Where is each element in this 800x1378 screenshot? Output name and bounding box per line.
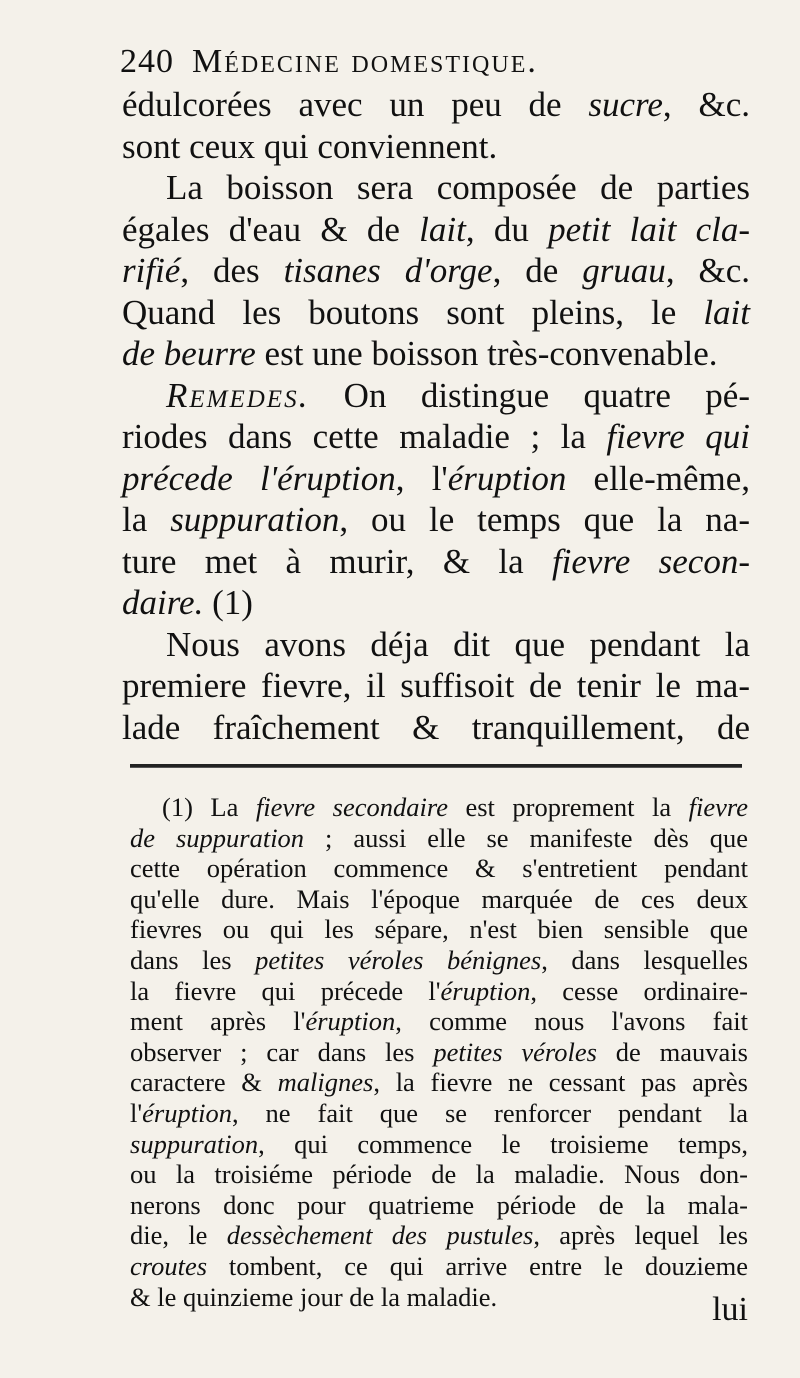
footnote-text-run: fievres ou qui les sépare, n'est bien sensible que bbox=[130, 914, 748, 945]
footnote-text-run: , cesse ordinaire- bbox=[530, 975, 748, 1006]
body-line bbox=[122, 499, 750, 541]
footnote-text-run: tombent, ce qui arrive entre le douzieme bbox=[207, 1250, 748, 1281]
body-text-run: égales d'eau & de bbox=[122, 209, 420, 249]
footnote-line bbox=[130, 914, 748, 945]
body-text-run: elle-même, bbox=[566, 458, 750, 498]
footnote-line bbox=[130, 1190, 748, 1221]
footnote-text-run: éruption bbox=[305, 1006, 396, 1037]
body-text-run: premiere fievre, il suffisoit de tenir le ma- bbox=[122, 666, 750, 705]
footnote bbox=[130, 792, 748, 1312]
footnote-text-run: dessèchement des pustules bbox=[226, 1220, 534, 1251]
footnote-text-run: de mauvais bbox=[596, 1036, 748, 1067]
body-line bbox=[122, 375, 750, 417]
body-text-run: , &c. bbox=[662, 85, 750, 124]
footnote-line bbox=[130, 1067, 748, 1098]
body-text-run: de beurre bbox=[122, 334, 256, 373]
footnote-text-run: , comme nous l'avons fait bbox=[395, 1006, 748, 1037]
body-line bbox=[122, 665, 750, 707]
footnote-line bbox=[130, 976, 748, 1007]
footnote-line bbox=[130, 945, 748, 976]
body-text-run: On distingue quatre pé- bbox=[309, 375, 750, 415]
footnote-text-run: dans les bbox=[130, 944, 256, 975]
running-header bbox=[120, 42, 760, 82]
running-title: Médecine domestique. bbox=[192, 43, 538, 80]
body-text-run: , l' bbox=[395, 458, 448, 498]
footnote-line bbox=[130, 1220, 748, 1251]
body-text-run: , des bbox=[180, 251, 284, 290]
footnote-text-run: caractere & bbox=[130, 1067, 278, 1098]
body-text-run: ture met à murir, & la bbox=[122, 541, 552, 581]
footnote-text-run: & le quinzieme jour de la maladie. bbox=[130, 1281, 498, 1312]
page-number: 240 bbox=[120, 43, 174, 80]
body-line bbox=[122, 209, 750, 251]
footnote-text-run: malignes bbox=[277, 1067, 374, 1098]
footnote-text-run: (1) La bbox=[162, 792, 256, 822]
body-text-run: rifié bbox=[122, 251, 181, 290]
footnote-text-run: die, le bbox=[130, 1220, 227, 1251]
footnote-text-run: , après lequel les bbox=[533, 1220, 749, 1251]
body-text-run: (1) bbox=[203, 583, 253, 622]
body-line bbox=[122, 292, 750, 334]
body-line bbox=[122, 167, 750, 209]
footnote-text-run: de suppuration bbox=[130, 822, 305, 853]
body-text-run: La boisson sera composée de parties bbox=[166, 168, 750, 207]
footnote-line bbox=[130, 1159, 748, 1190]
footnote-text-run: observer ; car dans les bbox=[130, 1036, 434, 1067]
footnote-text-run: cette opération commence & s'entretient pendant bbox=[130, 853, 748, 884]
footnote-text-run: petites véroles bénignes bbox=[255, 944, 542, 975]
body-line bbox=[122, 250, 750, 292]
body-text-run: la bbox=[122, 500, 171, 539]
body-text-run: , du bbox=[465, 209, 549, 249]
body-text-run: précede l'éruption bbox=[122, 458, 396, 498]
footnote-line bbox=[130, 823, 748, 854]
footnote-text-run: ou la troisiéme période de la maladie. Nous don- bbox=[130, 1159, 748, 1190]
body-text-run: riodes dans cette maladie ; la bbox=[122, 417, 607, 456]
body-line bbox=[122, 624, 750, 666]
body-line bbox=[122, 707, 750, 749]
body-line bbox=[122, 582, 750, 624]
footnote-line bbox=[130, 1282, 748, 1313]
main-text bbox=[122, 84, 750, 748]
footnote-text-run: éruption bbox=[142, 1097, 232, 1128]
body-text-run: , ou le temps que la na- bbox=[339, 500, 750, 539]
body-text-run: Quand les boutons sont pleins, le bbox=[122, 292, 704, 332]
body-line bbox=[122, 541, 750, 583]
footnote-text-run: petites véroles bbox=[433, 1036, 597, 1067]
footnote-text-run: , dans lesquelles bbox=[541, 944, 749, 975]
footnote-line bbox=[130, 1251, 748, 1282]
body-line bbox=[122, 333, 750, 375]
body-text-run: sont ceux qui conviennent. bbox=[122, 126, 498, 166]
body-text-run: Remedes. bbox=[166, 375, 310, 415]
footnote-text-run: , ne fait que se renforcer pendant la bbox=[231, 1097, 748, 1128]
catchword: lui bbox=[712, 1291, 748, 1328]
body-text-run: Nous avons déja dit que pendant la bbox=[166, 624, 750, 664]
footnote-line bbox=[130, 1037, 748, 1068]
footnote-line bbox=[130, 1006, 748, 1037]
footnote-line bbox=[130, 792, 748, 823]
footnote-text-run: ; aussi elle se manifeste dès que bbox=[304, 822, 748, 853]
body-text-run: lait bbox=[703, 292, 750, 332]
body-text-run: petit lait cla- bbox=[548, 209, 750, 249]
footnote-text-run: ment après l' bbox=[130, 1006, 306, 1037]
body-line bbox=[122, 84, 750, 126]
footnote-text-run: , qui commence le troisieme temps, bbox=[258, 1128, 748, 1159]
body-line bbox=[122, 458, 750, 500]
footnote-rule bbox=[130, 764, 742, 768]
body-text-run: est une boisson très-convenable. bbox=[255, 334, 718, 373]
footnote-line bbox=[130, 853, 748, 884]
body-text-run: , &c. bbox=[665, 251, 750, 290]
footnote-text-run: nerons donc pour quatrieme période de la mala- bbox=[130, 1189, 748, 1220]
body-text-run: sucre bbox=[588, 85, 663, 124]
body-text-run: éruption bbox=[447, 458, 567, 498]
footnote-text-run: suppuration bbox=[130, 1128, 259, 1159]
body-text-run: lade fraîchement & tranquillement, de bbox=[122, 707, 750, 747]
body-text-run: tisanes d'orge bbox=[283, 251, 493, 290]
body-line bbox=[122, 416, 750, 458]
body-text-run: gruau bbox=[582, 251, 666, 290]
body-text-run: daire. bbox=[122, 583, 204, 622]
footnote-line bbox=[130, 1098, 748, 1129]
footnote-text-run: fievre secondaire bbox=[255, 792, 448, 822]
footnote-text-run: , la fievre ne cessant pas après bbox=[373, 1067, 748, 1098]
footnote-text-run: est proprement la bbox=[447, 792, 689, 822]
footnote-text-run: l' bbox=[130, 1097, 143, 1128]
footnote-text-run: croutes bbox=[130, 1250, 208, 1281]
body-text-run: fievre qui bbox=[606, 417, 750, 456]
footnote-text-run: éruption bbox=[440, 975, 531, 1006]
body-text-run: lait bbox=[419, 209, 466, 249]
footnote-text-run: la fievre qui précede l' bbox=[130, 975, 441, 1006]
body-text-run: suppuration bbox=[170, 500, 340, 539]
footnote-line bbox=[130, 1129, 748, 1160]
footnote-text-run: qu'elle dure. Mais l'époque marquée de ces deux bbox=[130, 883, 748, 914]
body-text-run: fievre secon- bbox=[551, 541, 750, 581]
body-line bbox=[122, 126, 750, 168]
body-text-run: , de bbox=[492, 251, 583, 290]
body-text-run: édulcorées avec un peu de bbox=[122, 85, 589, 124]
footnote-text-run: fievre bbox=[688, 792, 748, 822]
footnote-line bbox=[130, 884, 748, 915]
